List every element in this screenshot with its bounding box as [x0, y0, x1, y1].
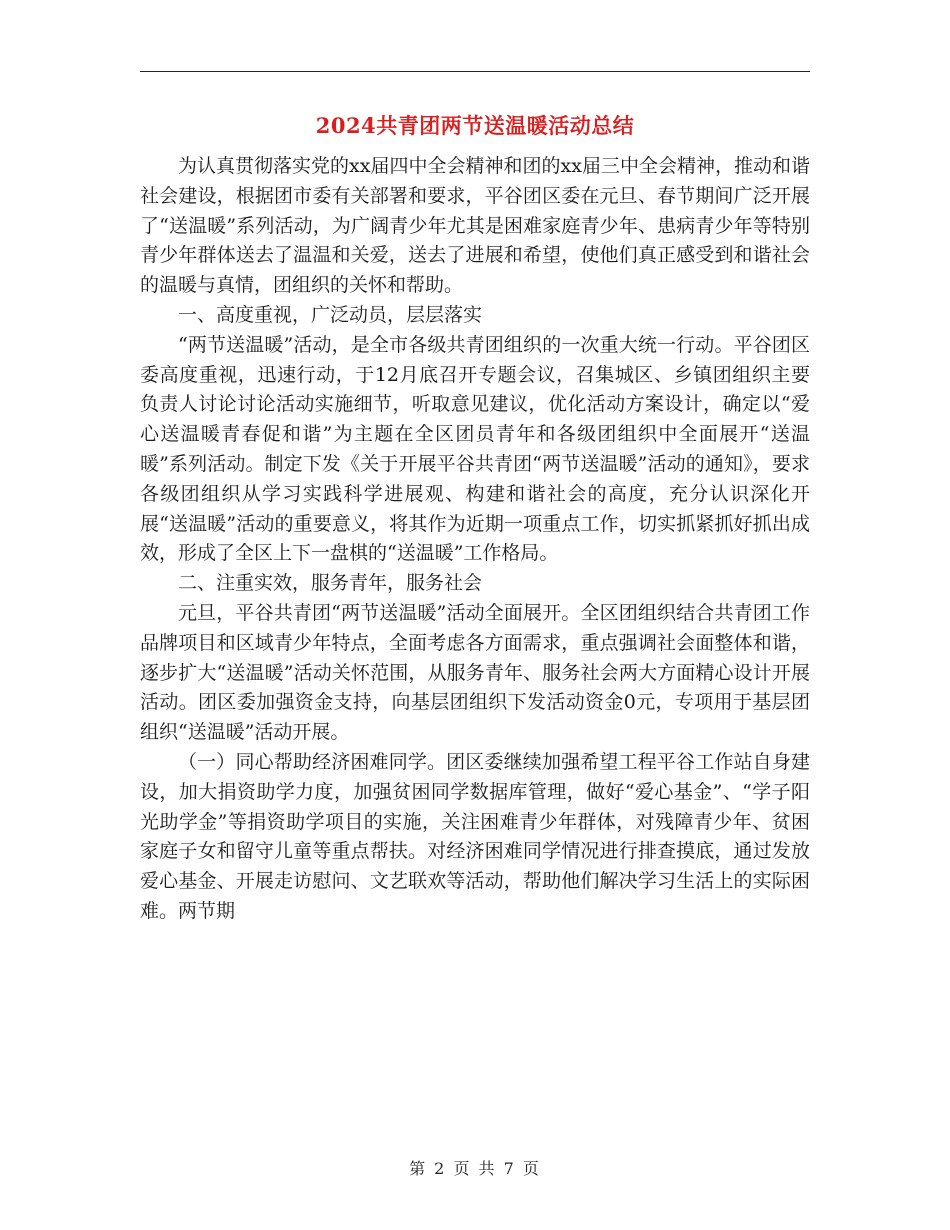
paragraph-section-2: 元旦，平谷共青团“两节送温暖”活动全面展开。全区团组织结合共青团工作品牌项目和区域青少年特点，全面考虑各方面需求，重点强调社会面整体和谐，逐步扩大“送温暖”活动关怀范围，从服务青年、服务社会两大方面精心设计开展活动。团区委加强资金支持，向基层团组织下发活动资金0元，专项用于基层团组织“送温暖”活动开展。 — [140, 601, 810, 744]
paragraph-intro: 为认真贯彻落实党的xx届四中全会精神和团的xx届三中全会精神，推动和谐社会建设，根据团市委有关部署和要求，平谷团区委在元旦、春节期间广泛开展了“送温暖”系列活动，为广阔青少年尤其是困难家庭青少年、患病青少年等特别青少年群体送去了温温和关爱，送去了进展和希望，使他们真正感受到和谐社会的温暖与真情，团组织的关怀和帮助。 — [140, 155, 810, 297]
paragraph-section-1: “两节送温暖”活动，是全市各级共青团组织的一次重大统一行动。平谷团区委高度重视，迅速行动，于12月底召开专题会议，召集城区、乡镇团组织主要负责人讨论讨论活动实施细节，听取意见建议，优化活动方案设计，确定以“爱心送温暖青春促和谐”为主题在全区团员青年和各级团组织中全面展开“送温暖”系列活动。制定下发《关于开展平谷共青团“两节送温暖”活动的通知》，要求各级团组织从学习实践科学进展观、构建和谐社会的高度，充分认识深化开展“送温暖”活动的重要意义，将其作为近期一项重点工作，切实抓紧抓好抓出成效，形成了全区上下一盘棋的“送温暖”工作格局。 — [140, 333, 810, 565]
document-body — [140, 152, 810, 927]
document-title: 2024共青团两节送温暖活动总结 — [315, 113, 635, 138]
page-number-footer: 第 2 页 共 7 页 — [409, 1159, 541, 1178]
header-rule — [140, 71, 810, 72]
section-heading-2: 二、注重实效，服务青年，服务社会 — [178, 572, 483, 595]
section-heading-1: 一、高度重视，广泛动员，层层落实 — [178, 303, 483, 326]
paragraph-subsection-1: （一）同心帮助经济困难同学。团区委继续加强希望工程平谷工作站自身建设，加大捐资助学力度，加强贫困同学数据库管理，做好“爱心基金”、“学子阳光助学金”等捐资助学项目的实施，关注困难青少年群体，对残障青少年、贫困家庭子女和留守儿童等重点帮扶。对经济困难同学情况进行排查摸底，通过发放爱心基金、开展走访慰问、文艺联欢等活动，帮助他们解决学习生活上的实际困难。两节期 — [140, 750, 810, 922]
